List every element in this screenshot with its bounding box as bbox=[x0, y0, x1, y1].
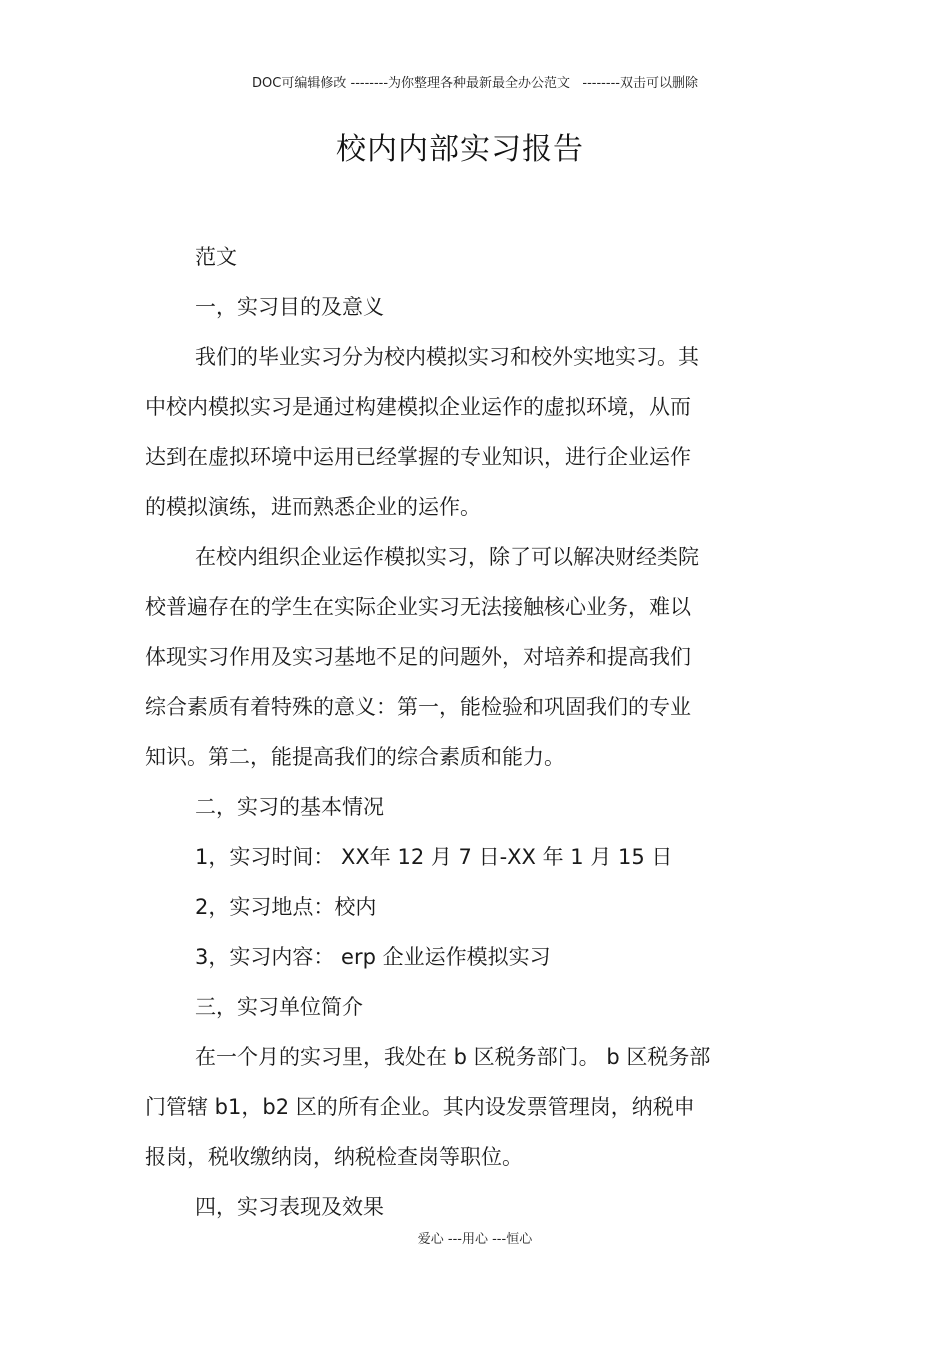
page-footer: 爱心 ---用心 ---恒心 bbox=[417, 1232, 533, 1247]
text-line: 的模拟演练，进而熟悉企业的运作。 bbox=[145, 495, 481, 519]
text-line: 四，实习表现及效果 bbox=[195, 1195, 384, 1219]
text-line: 报岗，税收缴纳岗，纳税检查岗等职位。 bbox=[145, 1145, 523, 1169]
text-line: 知识。第二，能提高我们的综合素质和能力。 bbox=[145, 745, 565, 769]
text-line: 中校内模拟实习是通过构建模拟企业运作的虚拟环境，从而 bbox=[145, 395, 691, 419]
text-line: 我们的毕业实习分为校内模拟实习和校外实地实习。其 bbox=[195, 345, 699, 369]
text-line: 范文 bbox=[195, 245, 237, 269]
text-line: 二，实习的基本情况 bbox=[195, 795, 384, 819]
page-header: DOC可编辑修改 --------为你整理各种最新最全办公范文 --------双击可以删除 bbox=[252, 76, 698, 91]
text-line: 校普遍存在的学生在实际企业实习无法接触核心业务，难以 bbox=[145, 595, 691, 619]
text-line: 2，实习地点：校内 bbox=[195, 895, 377, 919]
text-line: 三，实习单位简介 bbox=[195, 995, 363, 1019]
document-title: 校内内部实习报告 bbox=[336, 132, 584, 167]
text-line: 体现实习作用及实习基地不足的问题外，对培养和提高我们 bbox=[145, 645, 691, 669]
text-line: 在一个月的实习里，我处在 b 区税务部门。 b 区税务部 bbox=[195, 1045, 711, 1069]
text-line: 在校内组织企业运作模拟实习，除了可以解决财经类院 bbox=[195, 545, 699, 569]
text-line: 1，实习时间： XX年 12 月 7 日-XX 年 1 月 15 日 bbox=[195, 845, 673, 869]
text-line: 达到在虚拟环境中运用已经掌握的专业知识，进行企业运作 bbox=[145, 445, 691, 469]
text-line: 3，实习内容： erp 企业运作模拟实习 bbox=[195, 945, 551, 969]
text-line: 门管辖 b1，b2 区的所有企业。其内设发票管理岗，纳税申 bbox=[145, 1095, 695, 1119]
text-line: 一，实习目的及意义 bbox=[195, 295, 384, 319]
text-line: 综合素质有着特殊的意义：第一，能检验和巩固我们的专业 bbox=[145, 695, 691, 719]
body-text bbox=[145, 232, 805, 1232]
